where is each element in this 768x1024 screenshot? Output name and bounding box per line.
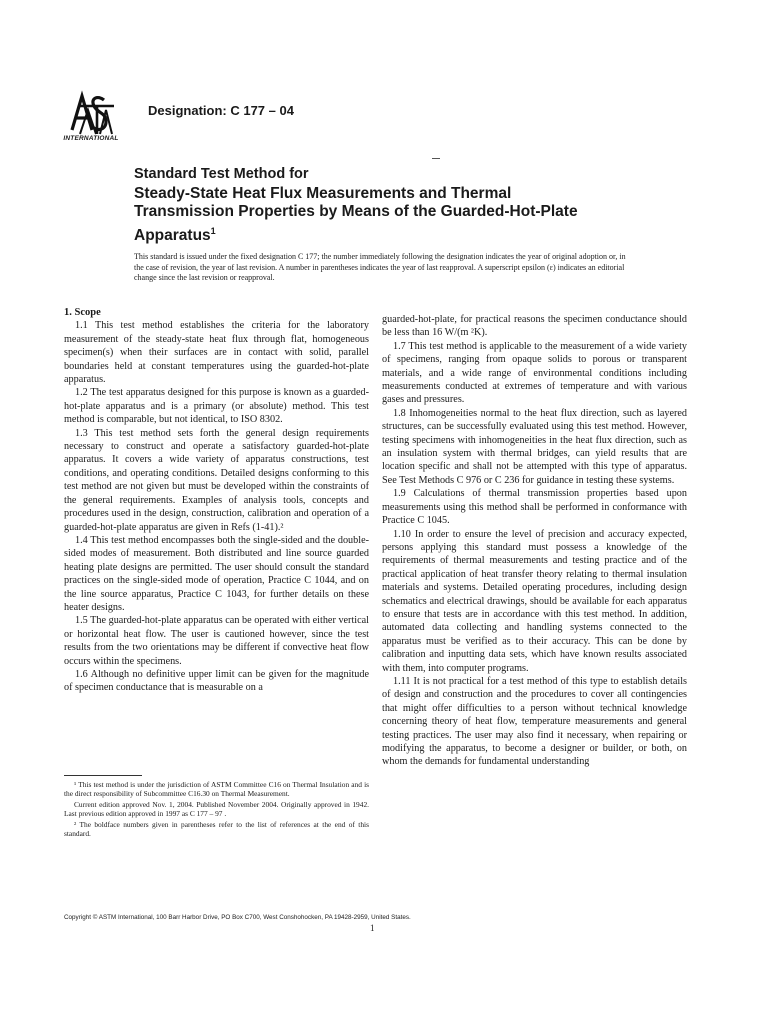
title-footnote-mark: 1 bbox=[210, 225, 216, 236]
paragraph-1-5: 1.5 The guarded-hot-plate apparatus can be operated with either vertical or horizontal heat flow. The user is cautioned however, since the test results from the two orientations may be different if convective heat flow occurs within the specimens. bbox=[64, 615, 369, 667]
footnote-2: ² The boldface numbers given in parentheses refer to the list of references at the end of this standard. bbox=[64, 819, 369, 839]
paragraph-1-1: 1.1 This test method establishes the criteria for the laboratory measurement of the steady-state heat flux through flat, homogeneous specimen(s) when their surfaces are in contact with solid, parallel boundaries held at constant temperatures using the guarded-hot-plate apparatus. bbox=[64, 320, 369, 386]
paragraph-1-6: 1.6 Although no definitive upper limit can be given for the magnitude of specimen conductance that is measurable on a bbox=[64, 668, 369, 694]
paragraph-1-7: 1.7 This test method is applicable to the measurement of a wide variety of specimens, ranging from opaque solids to porous or transparent materials, and a wide range of environmental conditions including measurements conducted at extremes of temperature and with various gases and pressures. bbox=[382, 340, 687, 406]
title-line-4: Apparatus$^1$ bbox=[134, 225, 216, 244]
title-line-3: Transmission Properties by Means of the Guarded-Hot-Plate bbox=[134, 203, 578, 220]
paragraph-1-8: 1.8 Inhomogeneities normal to the heat flux direction, such as layered structures, can be successfully evaluated using this test method. However, testing specimens with inhomogeneities in the heat flux direction, such as an insulation system with thermal bridges, can yield results that are location specific and shall not be attempted with this type of apparatus. See Test Methods C 976 or C 236 for guidance in testing these systems. bbox=[382, 407, 687, 486]
title-line-2: Steady-State Heat Flux Measurements and Thermal bbox=[134, 184, 512, 202]
logo-subtitle: INTERNATIONAL bbox=[63, 135, 119, 142]
document-title bbox=[134, 165, 654, 245]
section-heading-scope: 1. Scope bbox=[64, 307, 101, 318]
left-column bbox=[64, 306, 369, 695]
right-column bbox=[382, 313, 687, 769]
footnotes bbox=[64, 780, 369, 839]
paragraph-1-10: 1.10 In order to ensure the level of precision and accuracy expected, persons applying this standard must possess a knowledge of the requirements of thermal measurements and testing practice and of the practical application of heat transfer theory relating to thermal insulation materials and systems. Detailed operating procedures, including design schematics and electrical drawings, should be available for each apparatus to ensure that tests are in accordance with this test method. In addition, automated data collecting and handling systems connected to the apparatus must be verified as to their accuracy. This can be done by calibration and inputting data sets, which have known results associated with them, into computer programs. bbox=[382, 528, 687, 674]
footnote-divider bbox=[64, 775, 142, 776]
issuance-notice: This standard is issued under the fixed designation C 177; the number immediately following the designation indicates the year of original adoption or, in the case of revision, the year of last revision. A number in parentheses indicates the year of last reapproval. A superscript epsilon (ε) indicates an editorial change since the last revision or reapproval. bbox=[134, 252, 626, 282]
paragraph-1-9: 1.9 Calculations of thermal transmission properties based upon measurements using this method shall be performed in conformance with Practice C 1045. bbox=[382, 488, 687, 527]
copyright-line: Copyright © ASTM International, 100 Barr Harbor Drive, PO Box C700, West Conshohocken, PA 19428-2959, United States. bbox=[64, 914, 411, 921]
designation: Designation: C 177 – 04 bbox=[148, 103, 294, 118]
paragraph-1-4: 1.4 This test method encompasses both the single-sided and the double-sided modes of measurement. Both distributed and line source guarded heating plate designs are permitted. The user should consult the standard practices on the single-sided mode of operation, Practice C 1044, and on the line source apparatus, Practice C 1043, for further details on these heater designs. bbox=[64, 534, 369, 613]
title-line-1: Standard Test Method for bbox=[134, 166, 309, 182]
paragraph-continuation: guarded-hot-plate, for practical reasons the specimen conductance should be less than 16 W/(m ²K). bbox=[382, 314, 687, 339]
paragraph-1-3: 1.3 This test method sets forth the general design requirements necessary to construct and operate a satisfactory guarded-hot-plate apparatus. It covers a wide variety of apparatus constructions, test conditions, and operating conditions. Detailed designs conforming to this test method are not given but must be developed within the constraints of the general requirements. Examples of analysis tools, concepts and procedures used in the design, construction, calibration and operation of a guarded-hot-plate apparatus are given in Refs (1-41).² bbox=[64, 427, 369, 533]
paragraph-1-2: 1.2 The test apparatus designed for this purpose is known as a guarded-hot-plate apparatus and is a primary (or absolute) method. This test method is comparable, but not identical, to ISO 8302. bbox=[64, 387, 369, 426]
paragraph-1-11: 1.11 It is not practical for a test method of this type to establish details of design and construction and the procedures to cover all contingencies that might offer difficulties to a person without technical knowledge concerning theory of heat flow, temperature measurements and general testing practices. The user may also find it necessary, when repairing or modifying the apparatus, to become a designer or builder, or both, on whom the demands for fundamental understanding bbox=[382, 675, 687, 768]
footnote-1: ¹ This test method is under the jurisdiction of ASTM Committee C16 on Thermal Insulation and is the direct responsibility of Subcommittee C16.30 on Thermal Measurement. bbox=[64, 780, 369, 799]
footnote-edition: Current edition approved Nov. 1, 2004. Published November 2004. Originally approved in 1942. Last previous edition approved in 1997 as C 177 – 97 . bbox=[64, 799, 369, 819]
page-number: 1 bbox=[370, 923, 375, 933]
editorial-mark bbox=[432, 158, 440, 159]
